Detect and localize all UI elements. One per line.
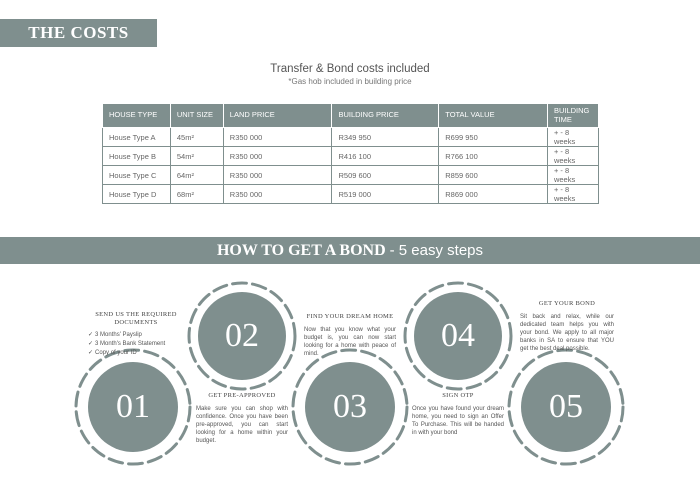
cell-unit-size: 68m² bbox=[170, 185, 223, 204]
costs-note: *Gas hob included in building price bbox=[288, 77, 412, 86]
header-unit-size: UNIT SIZE bbox=[170, 104, 223, 128]
cell-land-price: R350 000 bbox=[223, 128, 332, 147]
cell-building-price: R349 950 bbox=[332, 128, 439, 147]
step-3-number: 03 bbox=[333, 388, 367, 425]
step-4-text: Once you have found your dream home, you need to sign an Offer To Purchase. This will be handed in with your bond bbox=[412, 406, 504, 437]
cell-building-time: + - 8 weeks bbox=[547, 166, 598, 185]
cell-unit-size: 45m² bbox=[170, 128, 223, 147]
step-4-heading: SIGN OTP bbox=[442, 392, 474, 399]
costs-subtitle: Transfer & Bond costs included bbox=[270, 63, 430, 75]
step-4-number: 04 bbox=[441, 317, 475, 354]
list-item: ✓ Copy of your ID bbox=[88, 349, 165, 358]
step-1-heading: SEND US THE REQUIRED DOCUMENTS bbox=[95, 311, 177, 327]
required-documents-list bbox=[88, 331, 165, 358]
cell-total-value: R699 950 bbox=[439, 128, 548, 147]
cell-unit-size: 64m² bbox=[170, 166, 223, 185]
cell-house-type: House Type B bbox=[103, 147, 171, 166]
cell-land-price: R350 000 bbox=[223, 166, 332, 185]
cell-building-time: + - 8 weeks bbox=[547, 185, 598, 204]
cell-building-price: R509 600 bbox=[332, 166, 439, 185]
cell-unit-size: 54m² bbox=[170, 147, 223, 166]
cell-building-time: + - 8 weeks bbox=[547, 147, 598, 166]
cell-land-price: R350 000 bbox=[223, 147, 332, 166]
step-2-number: 02 bbox=[225, 317, 259, 354]
costs-title: THE COSTS bbox=[28, 23, 129, 42]
cell-total-value: R859 600 bbox=[439, 166, 548, 185]
cell-house-type: House Type A bbox=[103, 128, 171, 147]
cell-house-type: House Type D bbox=[103, 185, 171, 204]
bond-title: HOW TO GET A BOND bbox=[216, 241, 386, 259]
cell-total-value: R869 000 bbox=[439, 185, 548, 204]
step-5-number: 05 bbox=[549, 388, 583, 425]
step-3-text: Now that you know what your budget is, you can now start looking for a home with peace of mind. bbox=[304, 327, 396, 358]
step-5-text: Sit back and relax, while our dedicated team helps you with your bond. We apply to all major banks in SA to ensure that YOU get the best deal possible. bbox=[520, 314, 614, 353]
list-item: ✓ 3 Months' Payslip bbox=[88, 331, 165, 340]
step-1-number: 01 bbox=[116, 388, 150, 425]
step-3-heading: FIND YOUR DREAM HOME bbox=[306, 313, 394, 320]
header-house-type: HOUSE TYPE bbox=[103, 104, 171, 128]
step-2-heading: GET PRE-APPROVED bbox=[208, 392, 276, 399]
cell-land-price: R350 000 bbox=[223, 185, 332, 204]
cell-building-price: R416 100 bbox=[332, 147, 439, 166]
cell-building-price: R519 000 bbox=[332, 185, 439, 204]
header-building-time: BUILDING TIME bbox=[547, 104, 598, 128]
cell-building-time: + - 8 weeks bbox=[547, 128, 598, 147]
header-land-price: LAND PRICE bbox=[223, 104, 332, 128]
list-item: ✓ 3 Month's Bank Statement bbox=[88, 340, 165, 349]
step-5-heading: GET YOUR BOND bbox=[538, 300, 596, 307]
step-2-text: Make sure you can shop with confidence. Once you have been pre-approved, you can start looking for a home within your budget. bbox=[196, 406, 288, 445]
header-building-price: BUILDING PRICE bbox=[332, 104, 439, 128]
cell-total-value: R766 100 bbox=[439, 147, 548, 166]
bond-subtitle: - 5 easy steps bbox=[389, 242, 484, 259]
cell-house-type: House Type C bbox=[103, 166, 171, 185]
header-total-value: TOTAL VALUE bbox=[439, 104, 548, 128]
